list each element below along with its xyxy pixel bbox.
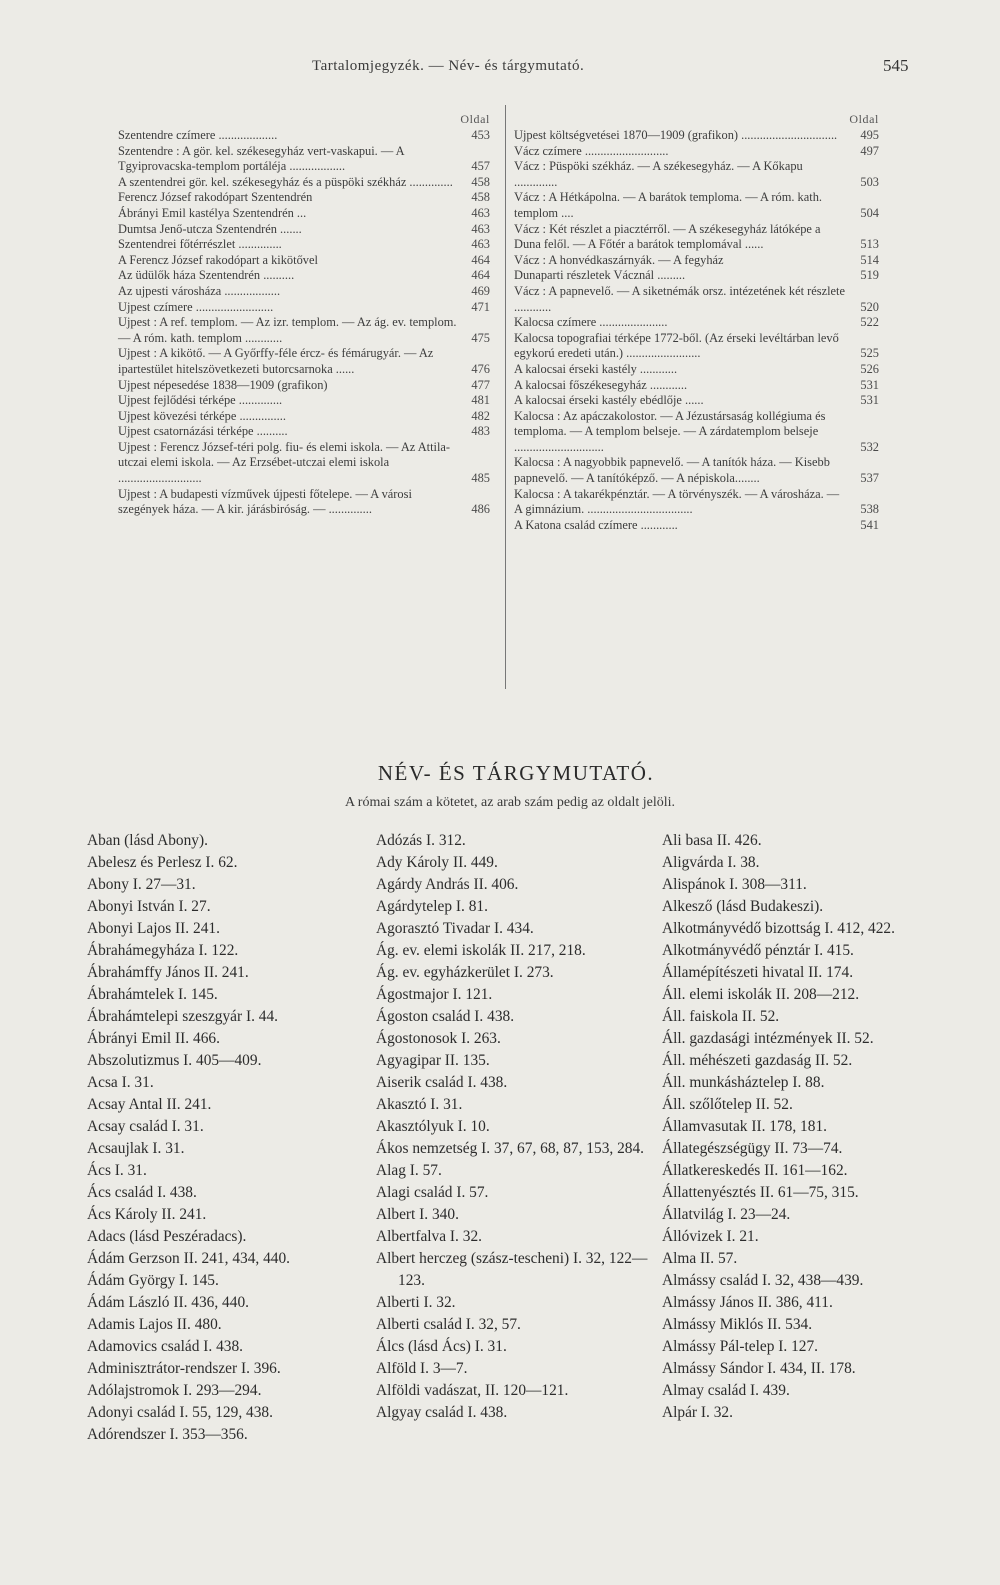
index-entry: Alkotmányvédő bizottság I. 412, 422. [662, 920, 895, 937]
column-divider [505, 105, 506, 689]
index-entry: Albert herczeg (szász-tescheni) I. 32, 122—123. [376, 1250, 648, 1289]
toc-entry-page: 463 [471, 205, 490, 220]
index-entry: Ágostmajor I. 121. [376, 986, 493, 1003]
index-entry: Ábrahámtelepi szeszgyár I. 44. [87, 1008, 279, 1025]
toc-entry [514, 159, 879, 190]
toc-entry-title: Dunaparti részletek Vácznál ......... [514, 268, 686, 283]
index-entry: Adamis Lajos II. 480. [87, 1316, 222, 1333]
index-entry: Ádám László II. 436, 440. [87, 1294, 249, 1311]
index-subtitle: A római szám a kötetet, az arab szám pedig az oldalt jelöli. [344, 795, 676, 810]
index-entry: Akasztó I. 31. [376, 1096, 463, 1113]
index-entry: Agárdytelep I. 81. [376, 898, 488, 915]
index-entry: Algyay család I. 438. [376, 1404, 508, 1421]
toc-entry-title: A szentendrei gör. kel. székesegyház és a püspöki székház .............. [118, 174, 453, 189]
toc-entry-page: 463 [471, 221, 490, 236]
toc-entry-page: 504 [860, 205, 879, 220]
toc-entry [118, 393, 490, 409]
index-entry: Abony I. 27—31. [87, 876, 196, 893]
toc-entry-page: 537 [860, 471, 879, 486]
toc-column-header: Oldal [460, 112, 490, 126]
toc-entry-title: Vácz : A Hétkápolna. — A barátok temploma. — A róm. kath. templom .... [514, 190, 822, 220]
toc-entry-page: 532 [860, 439, 879, 454]
index-entry: Alföld I. 3—7. [376, 1360, 468, 1377]
toc-entry-title: Szentendre czímere ................... [118, 128, 278, 142]
index-entry: Áll. elemi iskolák II. 208—212. [662, 986, 860, 1003]
toc-entry-title: Ujpest kövezési térképe ............... [118, 408, 286, 423]
index-entry: Ág. ev. egyházkerület I. 273. [376, 964, 554, 981]
toc-entry [118, 190, 490, 206]
toc-right-column [514, 112, 879, 533]
index-entry: Áll. faiskola II. 52. [662, 1008, 780, 1025]
toc-column-header: Oldal [849, 112, 879, 126]
toc-entry [514, 518, 879, 534]
toc-entry-page: 522 [860, 315, 879, 330]
index-entry: Adólajstromok I. 293—294. [87, 1382, 262, 1399]
toc-entry-title: Kalocsa topografiai térképe 1772-ből. (Az érseki levéltárban levő egykorú eredeti után.) ........................ [514, 330, 839, 361]
toc-entry [514, 144, 879, 160]
toc-entry-page: 538 [860, 502, 879, 517]
index-entry: Államvasutak II. 178, 181. [662, 1118, 827, 1135]
running-head: Tartalomjegyzék. — Név- és tárgymutató. [312, 58, 585, 74]
toc-entry-title: Ujpest fejlődési térképe .............. [118, 393, 283, 408]
index-entry: Ág. ev. elemi iskolák II. 217, 218. [376, 942, 586, 959]
index-title: NÉV- ÉS TÁRGYMUTATÓ. [377, 761, 655, 785]
toc-entry-title: A kalocsai főszékesegyház ............ [514, 377, 688, 392]
toc-entry-page: 471 [471, 299, 490, 314]
toc-left-column [118, 112, 490, 518]
index-entry: Akasztólyuk I. 10. [376, 1118, 490, 1135]
index-entry: Államépítészeti hivatal II. 174. [662, 964, 854, 981]
toc-entry-title: Kalocsa : A takarékpénztár. — A törvényszék. — A városháza. — A gimnázium. .................................. [514, 486, 840, 517]
index-entry: Acsay család I. 31. [87, 1118, 204, 1135]
toc-entry-page: 531 [860, 377, 879, 392]
index-entry: Állategészségügy II. 73—74. [662, 1140, 843, 1157]
toc-entry [514, 128, 879, 144]
index-entry: Állatkereskedés II. 161—162. [662, 1162, 848, 1179]
toc-entry [514, 190, 879, 221]
toc-entry-page: 475 [471, 330, 490, 345]
toc-entry [514, 315, 879, 331]
toc-entry-title: Szentendre : A gör. kel. székesegyház vert-vaskapui. — A Tgyiprovacska-templom portáléja .................. [118, 143, 404, 174]
index-entry: Almássy család I. 32, 438—439. [662, 1272, 864, 1289]
index-entry: Alma II. 57. [662, 1250, 738, 1267]
index-entry: Abszolutizmus I. 405—409. [87, 1052, 262, 1069]
toc-entry-title: Ujpest czímere ......................... [118, 299, 274, 314]
toc-entry-title: Vácz czímere ........................... [514, 143, 669, 158]
toc-entry-page: 453 [471, 128, 490, 142]
toc-entry-page: 482 [471, 408, 490, 423]
index-entry: Adminisztrátor-rendszer I. 396. [87, 1360, 281, 1377]
index-entry: Ábrahámtelek I. 145. [87, 986, 218, 1003]
toc-entry-title: Ujpest : Ferencz József-téri polg. fiu- és elemi iskola. — Az Attila-utczai elemi iskola. — Az Erzsébet-utczai elemi iskola ........................... [118, 439, 451, 486]
toc-entry-title: Ujpest : A budapesti vízművek újpesti főtelepe. — A városi szegények háza. — A kir. járásbiróság. — .............. [118, 486, 412, 517]
toc-entry-page: 463 [471, 237, 490, 252]
index-entry: Agorasztó Tivadar I. 434. [376, 920, 534, 937]
index-entry: Ábrányi Emil II. 466. [87, 1030, 220, 1047]
index-entry: Áll. szőlőtelep II. 52. [662, 1096, 793, 1113]
index-entry: Almássy Miklós II. 534. [662, 1316, 813, 1333]
toc-entry-page: 485 [471, 471, 490, 486]
toc-entry [118, 222, 490, 238]
index-entry: Almássy Pál-telep I. 127. [662, 1338, 819, 1355]
toc-entry [514, 487, 879, 518]
toc-entry-title: Ujpest költségvetései 1870—1909 (grafikon) ............................... [514, 128, 838, 142]
index-entry: Aiserik család I. 438. [376, 1074, 508, 1091]
index-entry: Alag I. 57. [376, 1162, 442, 1179]
toc-entry [118, 409, 490, 425]
toc-entry-page: 469 [471, 283, 490, 298]
toc-entry [118, 315, 490, 346]
index-entry: Áll. munkásháztelep I. 88. [662, 1074, 825, 1091]
toc-entry-page: 458 [471, 190, 490, 205]
index-entry: Adacs (lásd Peszéradacs). [87, 1228, 247, 1245]
toc-entry [514, 268, 879, 284]
toc-entry [118, 253, 490, 269]
toc-entry-title: Vácz : A papnevelő. — A siketnémák orsz. intézetének két részlete ............ [514, 283, 845, 314]
toc-entry [118, 300, 490, 316]
index-entry: Alföldi vadászat, II. 120—121. [376, 1382, 569, 1399]
index-entry: Aligvárda I. 38. [662, 854, 760, 871]
toc-entry-title: Ujpest : A ref. templom. — Az izr. templom. — Az ág. ev. templom. — A róm. kath. templom ............ [118, 315, 457, 345]
toc-entry-page: 514 [860, 252, 879, 267]
toc-entry [118, 144, 490, 175]
index-entry: Albert I. 340. [376, 1206, 459, 1223]
toc-entry [118, 378, 490, 394]
index-entry: Állóvizek I. 21. [662, 1228, 759, 1245]
toc-entry-title: A kalocsai érseki kastély ............ [514, 361, 678, 376]
index-entry: Ács Károly II. 241. [87, 1206, 207, 1223]
toc-entry [118, 206, 490, 222]
index-entry: Ádám György I. 145. [87, 1272, 219, 1289]
toc-entry-title: Vácz : Püspöki székház. — A székesegyház. — A Kőkapu .............. [514, 159, 803, 189]
toc-entry [118, 268, 490, 284]
toc-entry [118, 487, 490, 518]
toc-entry-page: 495 [860, 128, 879, 142]
toc-entry [118, 424, 490, 440]
index-entry: Ágoston család I. 438. [376, 1008, 515, 1025]
toc-entry-page: 520 [860, 299, 879, 314]
toc-entry-page: 464 [471, 252, 490, 267]
toc-entry-title: Dumtsa Jenő-utcza Szentendrén ....... [118, 221, 302, 236]
toc-entry-title: Vácz : A honvédkaszárnyák. — A fegyház [514, 252, 724, 267]
toc-entry-page: 476 [471, 361, 490, 376]
toc-entry [118, 128, 490, 144]
index-entry: Alberti I. 32. [376, 1294, 456, 1311]
toc-entry-page: 497 [860, 143, 879, 158]
index-entry: Almay család I. 439. [662, 1382, 790, 1399]
toc-entry-title: Ujpest : A kikötő. — A Győrffy-féle ércz- és fémárugyár. — Az ipartestület hitelszövetkezeti butorcsarnoka ...... [118, 346, 434, 376]
toc-entry [118, 237, 490, 253]
index-entry: Ábrahámffy János II. 241. [87, 964, 249, 981]
index-entry: Ábrahámegyháza I. 122. [87, 942, 239, 959]
index-entry: Agyagipar II. 135. [376, 1052, 490, 1069]
index-entry: Abonyi István I. 27. [87, 898, 211, 915]
toc-entry-page: 477 [471, 377, 490, 392]
toc-entry-page: 526 [860, 361, 879, 376]
toc-entry-title: Kalocsa : Az apáczakolostor. — A Jézustársaság kollégiuma és temploma. — A templom belseje. — A zárdatemplom belseje ............................. [514, 408, 826, 454]
toc-entry [118, 346, 490, 377]
index-entry: Ádám Gerzson II. 241, 434, 440. [87, 1250, 291, 1267]
toc-entry [514, 331, 879, 362]
toc-entry [514, 409, 879, 456]
toc-entry-page: 481 [471, 393, 490, 408]
page-number: 545 [883, 56, 909, 75]
index-entry: Adamovics család I. 438. [87, 1338, 244, 1355]
index-entry: Áll. méhészeti gazdaság II. 52. [662, 1052, 853, 1069]
toc-entry [514, 455, 879, 486]
index-entry: Állattenyésztés II. 61—75, 315. [662, 1184, 859, 1201]
toc-entry-page: 458 [471, 174, 490, 189]
toc-entry-page: 464 [471, 268, 490, 283]
toc-entry-page: 483 [471, 424, 490, 439]
index-entry: Alkesző (lásd Budakeszi). [662, 898, 824, 915]
index-entry: Ács család I. 438. [87, 1184, 197, 1201]
index-entry: Acsa I. 31. [87, 1074, 154, 1091]
index-entry: Állatvilág I. 23—24. [662, 1206, 791, 1223]
index-entry: Ágostonosok I. 263. [376, 1030, 501, 1047]
index-entry: Alpár I. 32. [662, 1404, 733, 1421]
toc-entry-title: Vácz : Két részlet a piacztérről. — A székesegyház látóképe a Duna felől. — A Főtér a barátok templomával ...... [514, 221, 821, 252]
toc-entry [514, 253, 879, 269]
toc-entry-page: 541 [860, 517, 879, 532]
toc-entry-title: Szentendrei főtérrészlet .............. [118, 237, 282, 252]
index-entry: Albertfalva I. 32. [376, 1228, 482, 1245]
toc-entry [118, 284, 490, 300]
index-entry: Adórendszer I. 353—356. [87, 1426, 248, 1443]
index-entry: Aban (lásd Abony). [87, 832, 208, 849]
toc-entry-page: 525 [860, 346, 879, 361]
index-column-2 [376, 830, 652, 1424]
index-entry: Agárdy András II. 406. [376, 876, 519, 893]
index-entry: Abonyi Lajos II. 241. [87, 920, 220, 937]
toc-entry [118, 175, 490, 191]
toc-entry-title: Az ujpesti városháza .................. [118, 283, 281, 298]
toc-entry-title: Kalocsa : A nagyobbik papnevelő. — A tanítók háza. — Kisebb papnevelő. — A tanítóképző. — A népiskola........ [514, 455, 830, 486]
index-entry: Adózás I. 312. [376, 832, 466, 849]
toc-entry [514, 284, 879, 315]
index-entry: Alagi család I. 57. [376, 1184, 489, 1201]
toc-entry [514, 362, 879, 378]
toc-entry-title: A Katona család czímere ............ [514, 517, 678, 532]
index-entry: Ákos nemzetség I. 37, 67, 68, 87, 153, 284. [376, 1140, 645, 1157]
index-entry: Alkotmányvédő pénztár I. 415. [662, 942, 854, 959]
toc-entry-title: Ujpest népesedése 1838—1909 (grafikon) [118, 377, 328, 392]
index-entry: Abelesz és Perlesz I. 62. [87, 854, 238, 871]
toc-entry-page: 513 [860, 237, 879, 252]
toc-entry-title: Kalocsa czímere ...................... [514, 315, 668, 330]
index-entry: Áll. gazdasági intézmények II. 52. [662, 1030, 874, 1047]
toc-entry-title: A kalocsai érseki kastély ebédlője ...... [514, 393, 704, 408]
toc-entry [514, 378, 879, 394]
index-entry: Acsaujlak I. 31. [87, 1140, 185, 1157]
index-entry: Alberti család I. 32, 57. [376, 1316, 521, 1333]
toc-entry-title: Ferencz József rakodópart Szentendrén [118, 190, 313, 205]
toc-entry-title: Ábrányi Emil kastélya Szentendrén ... [118, 205, 307, 220]
index-entry: Almássy Sándor I. 434, II. 178. [662, 1360, 856, 1377]
index-entry: Alispánok I. 308—311. [662, 876, 807, 893]
toc-entry-page: 519 [860, 268, 879, 283]
index-entry: Almássy János II. 386, 411. [662, 1294, 833, 1311]
index-entry: Ács I. 31. [87, 1162, 147, 1179]
toc-entry-page: 457 [471, 159, 490, 174]
toc-entry-page: 503 [860, 174, 879, 189]
toc-entry [118, 440, 490, 487]
toc-entry [514, 222, 879, 253]
toc-entry-title: Az üdülők háza Szentendrén .......... [118, 268, 295, 283]
index-entry: Ady Károly II. 449. [376, 854, 498, 871]
index-entry: Álcs (lásd Ács) I. 31. [376, 1338, 507, 1355]
index-entry: Ali basa II. 426. [662, 832, 762, 849]
index-column-1 [87, 830, 369, 1446]
toc-entry-page: 531 [860, 393, 879, 408]
index-entry: Acsay Antal II. 241. [87, 1096, 212, 1113]
index-entry: Adonyi család I. 55, 129, 438. [87, 1404, 273, 1421]
toc-entry-title: Ujpest csatornázási térképe .......... [118, 424, 288, 439]
toc-entry-page: 486 [471, 502, 490, 517]
toc-entry [514, 393, 879, 409]
toc-entry-title: A Ferencz József rakodópart a kikötővel [118, 252, 318, 267]
index-column-3 [662, 830, 942, 1424]
